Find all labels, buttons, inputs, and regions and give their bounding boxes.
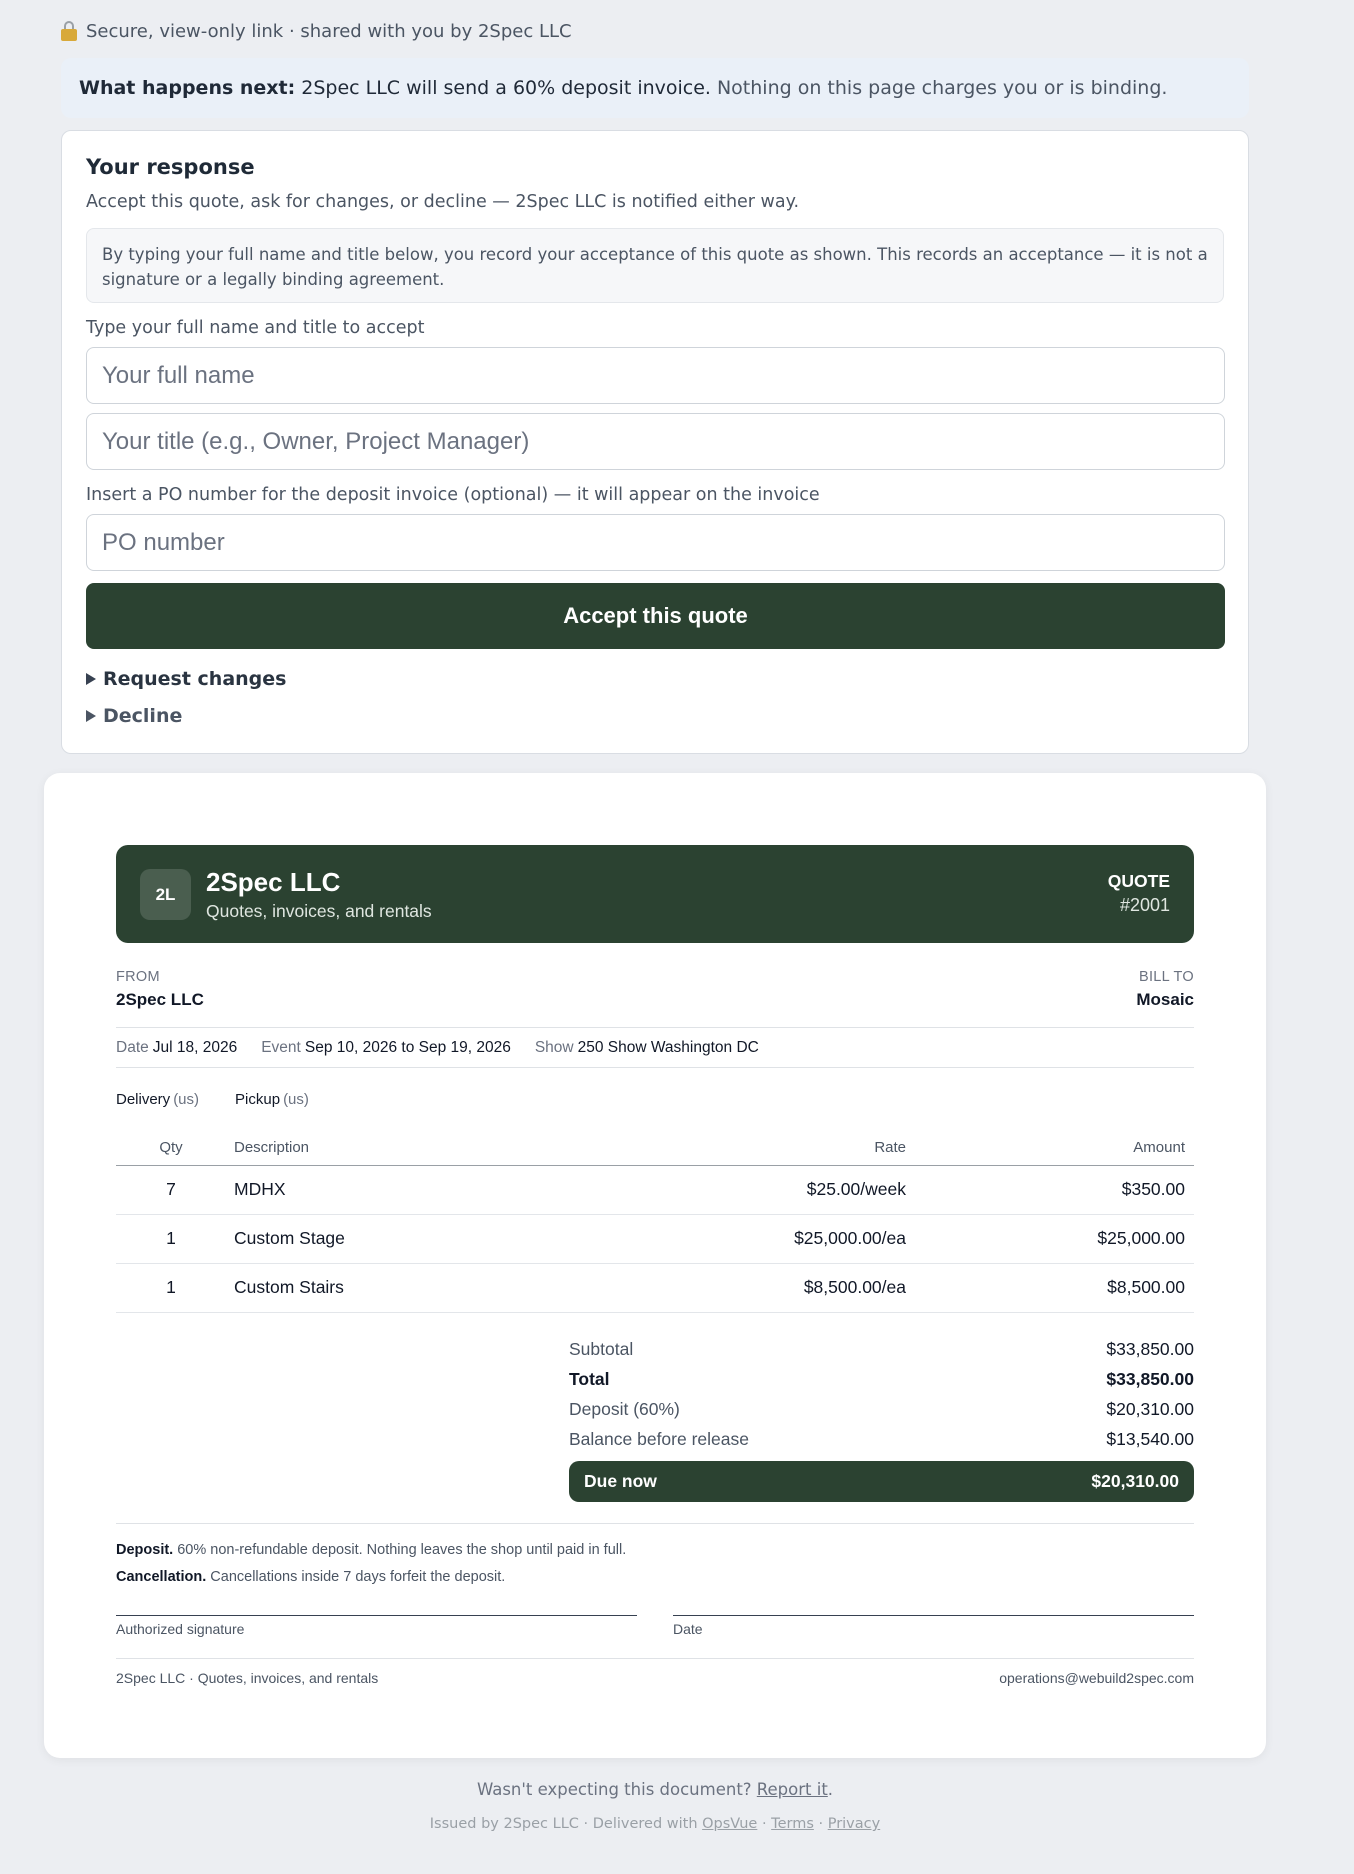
total-row: Total $33,850.00 — [569, 1369, 1194, 1389]
title-input[interactable] — [86, 413, 1225, 470]
acceptance-notice: By typing your full name and title below, you record your acceptance of this quote as shown. This records an acceptance — it is not a signature or a legally binding agreement. — [86, 228, 1224, 303]
due-now-label: Due now — [584, 1470, 657, 1491]
response-title: Your response — [86, 155, 255, 179]
po-number-input[interactable] — [86, 514, 1225, 571]
table-row — [116, 1165, 1194, 1214]
item-description: MDHX — [226, 1165, 626, 1214]
subtotal-row: Subtotal $33,850.00 — [569, 1339, 1194, 1359]
terms-link[interactable]: Terms — [771, 1816, 814, 1832]
opsvue-link[interactable]: OpsVue — [702, 1816, 758, 1832]
accept-quote-button[interactable]: Accept this quote — [86, 583, 1225, 649]
pickup-info: Pickup (us) — [235, 1090, 309, 1108]
next-steps-rest: Nothing on this page charges you or is binding. — [716, 77, 1168, 99]
document-footer — [116, 1658, 1194, 1686]
request-changes-toggle[interactable] — [86, 666, 1224, 692]
disclosure-triangle-icon — [86, 673, 96, 685]
lock-icon — [61, 21, 77, 41]
company-avatar: 2L — [140, 869, 191, 920]
quote-document — [44, 773, 1266, 1758]
full-name-input[interactable] — [86, 347, 1225, 404]
signature-line — [116, 1615, 637, 1637]
col-description: Description — [226, 1130, 626, 1165]
item-amount: $25,000.00 — [906, 1214, 1194, 1263]
cancellation-terms: Cancellation. Cancellations inside 7 days forfeit the deposit. — [116, 1568, 506, 1585]
request-changes-label: Request changes — [103, 668, 287, 690]
totals — [569, 1335, 1194, 1502]
item-qty: 1 — [116, 1263, 226, 1312]
deposit-terms: Deposit. 60% non-refundable deposit. Nothing leaves the shop until paid in full. — [116, 1541, 627, 1558]
item-qty: 1 — [116, 1214, 226, 1263]
item-description: Custom Stairs — [226, 1263, 626, 1312]
meta-date: Date Jul 18, 2026 — [116, 1038, 238, 1056]
name-field-label: Type your full name and title to accept — [86, 318, 425, 338]
issued-by-footer: Issued by 2Spec LLC · Delivered with OpsVue · Terms · Privacy — [429, 1816, 881, 1832]
deposit-row: Deposit (60%) $20,310.00 — [569, 1399, 1194, 1419]
from-value: 2Spec LLC — [116, 990, 204, 1009]
item-rate: $25.00/week — [626, 1165, 906, 1214]
col-rate: Rate — [626, 1130, 906, 1165]
response-subtitle: Accept this quote, ask for changes, or decline — 2Spec LLC is notified either way. — [86, 192, 800, 212]
footer-email: operations@webuild2spec.com — [999, 1669, 1194, 1686]
privacy-link[interactable]: Privacy — [827, 1816, 881, 1832]
due-now-bar — [569, 1461, 1194, 1502]
table-header-row — [116, 1130, 1194, 1165]
col-qty: Qty — [116, 1130, 226, 1165]
decline-label: Decline — [103, 705, 183, 727]
from-label: FROM — [116, 969, 160, 985]
table-row — [116, 1214, 1194, 1263]
balance-row: Balance before release $13,540.00 — [569, 1429, 1194, 1449]
item-qty: 7 — [116, 1165, 226, 1214]
meta-event: Event Sep 10, 2026 to Sep 19, 2026 — [261, 1038, 511, 1056]
item-rate: $8,500.00/ea — [626, 1263, 906, 1312]
disclosure-triangle-icon — [86, 710, 96, 722]
meta-show: Show 250 Show Washington DC — [534, 1038, 759, 1056]
document-type: QUOTE — [1107, 871, 1170, 891]
bill-to-value: Mosaic — [1136, 990, 1194, 1009]
date-caption: Date — [673, 1620, 703, 1637]
due-now-amount: $20,310.00 — [1091, 1470, 1179, 1491]
next-steps-banner — [61, 58, 1249, 118]
po-field-label: Insert a PO number for the deposit invoice (optional) — it will appear on the invoice — [86, 485, 820, 505]
item-description: Custom Stage — [226, 1214, 626, 1263]
item-rate: $25,000.00/ea — [626, 1214, 906, 1263]
signature-lines — [116, 1615, 1194, 1637]
report-it-link[interactable]: Report it — [756, 1780, 828, 1799]
secure-link-text: Secure, view-only link · shared with you by 2Spec LLC — [86, 20, 572, 42]
footer-company: 2Spec LLC · Quotes, invoices, and rentals — [116, 1669, 379, 1686]
decline-toggle[interactable] — [86, 703, 1224, 729]
delivery-info: Delivery (us) — [116, 1090, 200, 1108]
logistics — [116, 1068, 1194, 1130]
date-line — [673, 1615, 1194, 1637]
response-card — [61, 130, 1249, 754]
next-steps-highlight: 2Spec LLC will send a 60% deposit invoice. — [301, 77, 711, 99]
parties — [116, 943, 1194, 1027]
next-steps-label: What happens next: — [79, 77, 296, 99]
quote-header — [116, 845, 1194, 943]
item-amount: $350.00 — [906, 1165, 1194, 1214]
company-tagline: Quotes, invoices, and rentals — [206, 901, 432, 921]
terms — [116, 1523, 1194, 1591]
bill-to-label: BILL TO — [1138, 969, 1194, 985]
line-items-table — [116, 1130, 1194, 1313]
quote-number: #2001 — [1119, 895, 1170, 915]
item-amount: $8,500.00 — [906, 1263, 1194, 1312]
col-amount: Amount — [906, 1130, 1194, 1165]
company-name: 2Spec LLC — [206, 867, 341, 897]
table-row — [116, 1263, 1194, 1312]
signature-caption: Authorized signature — [116, 1620, 245, 1637]
quote-meta — [116, 1027, 1194, 1068]
report-prompt: Wasn't expecting this document? Report it. — [476, 1780, 834, 1799]
secure-link-notice — [61, 19, 572, 43]
